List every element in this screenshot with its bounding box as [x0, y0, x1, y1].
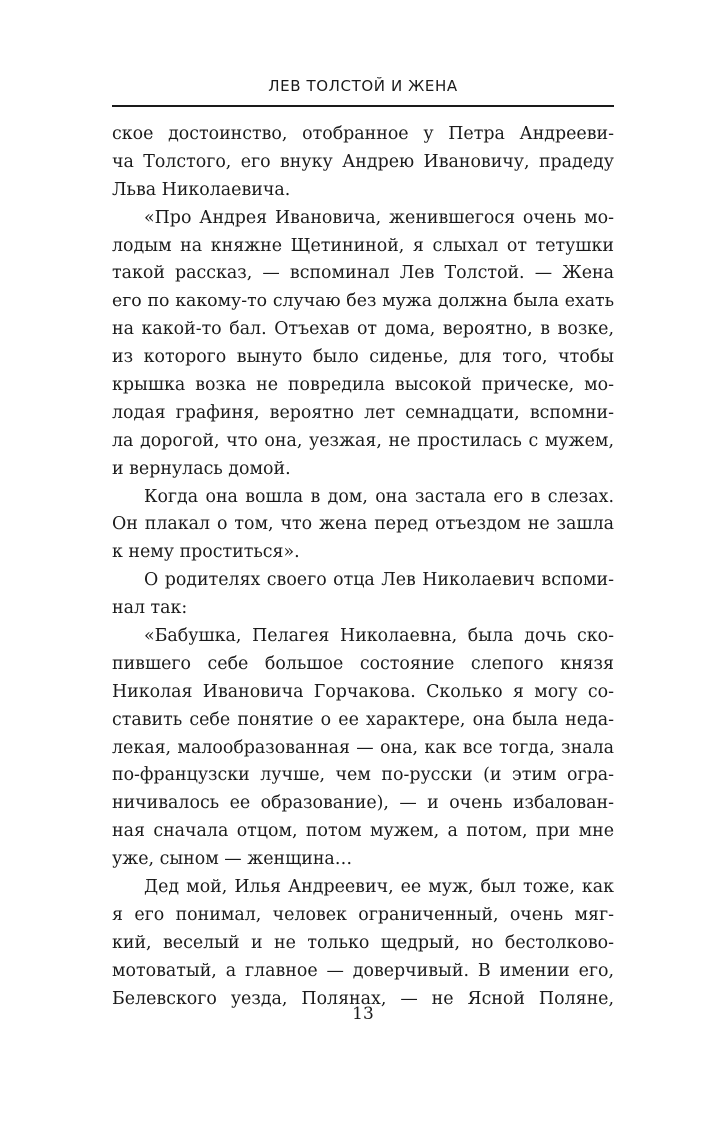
text-line: нал так: [112, 598, 188, 619]
text-line: лодая графиня, вероятно лет семнадцати, вспомни- [112, 402, 614, 423]
text-line: О родителях своего отца Лев Николаевич вспоми- [144, 570, 614, 591]
text-line: его по какому-то случаю без мужа должна была ехать [112, 291, 614, 312]
text-line: Льва Николаевича. [112, 179, 291, 200]
text-line: ничивалось ее образование), — и очень избалован- [112, 793, 614, 814]
page-number: 13 [352, 1004, 374, 1024]
text-line: я его понимал, человек ограниченный, очень мяг- [112, 904, 614, 925]
text-line: крышка возка не повредила высокой прическе, мо- [112, 375, 614, 396]
text-line: ла дорогой, что она, уезжая, не простилась с мужем, [112, 430, 614, 451]
text-line: лодым на княжне Щетининой, я слыхал от тетушки [112, 235, 614, 256]
text-line: ставить себе понятие о ее характере, она была неда- [112, 709, 614, 730]
text-line: Он плакал о том, что жена перед отъездом не зашла [112, 514, 614, 535]
text-line: ское достоинство, отобранное у Петра Андрееви- [112, 124, 614, 144]
text-line: Когда она вошла в дом, она застала его в слезах. [144, 486, 614, 507]
text-line: кий, веселый и не только щедрый, но бестолково- [112, 932, 614, 953]
text-line: пившего себе большое состояние слепого князя [112, 653, 614, 674]
text-line: такой рассказ, — вспоминал Лев Толстой. — Жена [112, 263, 614, 284]
text-line: «Про Андрея Ивановича, женившегося очень мо- [144, 207, 614, 228]
header-rule [112, 105, 614, 107]
text-line: ча Толстого, его внуку Андрею Ивановичу, прадеду [112, 151, 614, 172]
text-line: уже, сыном — женщина… [112, 849, 353, 870]
text-line: по-французски лучше, чем по-русски (и этим огра- [112, 765, 614, 786]
body-text [112, 121, 614, 1014]
text-line: к нему проститься». [112, 542, 300, 563]
running-head: ЛЕВ ТОЛСТОЙ И ЖЕНА [268, 77, 458, 95]
text-line: Дед мой, Илья Андреевич, ее муж, был тоже, как [144, 877, 614, 898]
text-line: «Бабушка, Пелагея Николаевна, была дочь ско- [144, 626, 614, 647]
text-line: мотоватый, а главное — доверчивый. В имении его, [112, 960, 614, 981]
text-line: Белевского уезда, Полянах, — не Ясной Поляне, [112, 988, 614, 1009]
text-line: ная сначала отцом, потом мужем, а потом, при мне [112, 821, 614, 842]
text-line: из которого вынуто было сиденье, для того, чтобы [112, 347, 614, 368]
text-line: лекая, малообразованная — она, как все тогда, знала [112, 737, 614, 758]
text-line: и вернулась домой. [112, 458, 291, 479]
text-line: на какой-то бал. Отъехав от дома, вероятно, в возке, [112, 319, 614, 340]
text-line: Николая Ивановича Горчакова. Сколько я могу со- [112, 681, 614, 702]
